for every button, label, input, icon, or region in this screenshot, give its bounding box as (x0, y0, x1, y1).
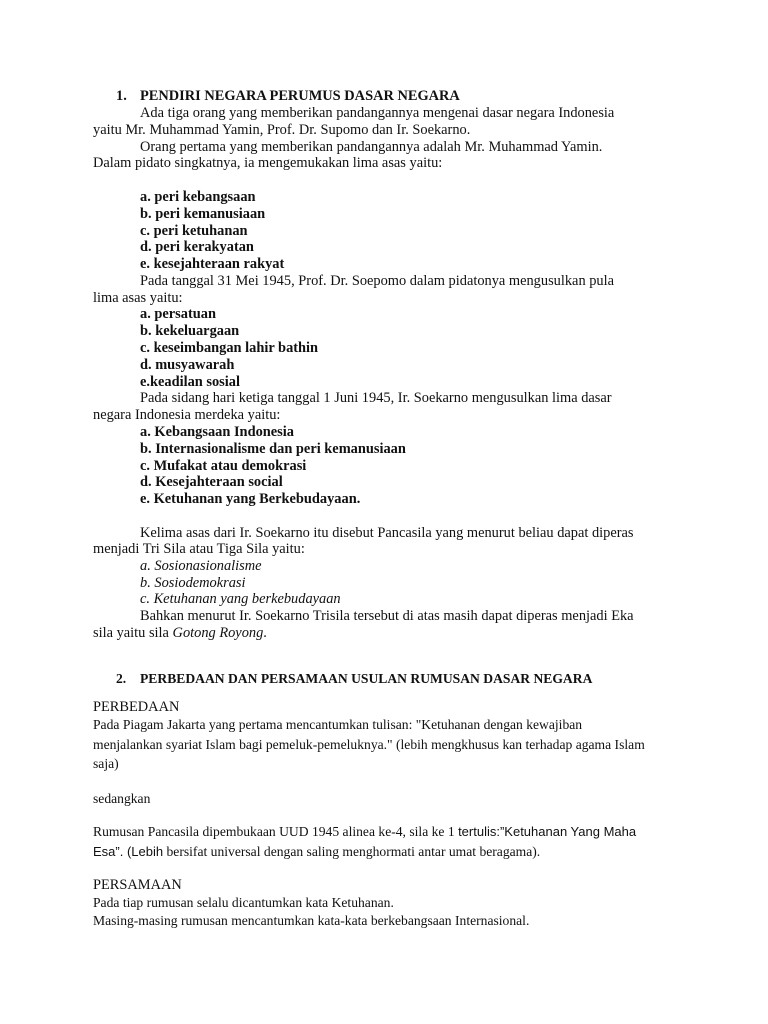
list-item: e. kesejahteraan rakyat (140, 256, 285, 272)
list-item: a. peri kebangsaan (140, 189, 256, 205)
persamaan-line-2: Masing-masing rumusan mencantumkan kata-kata berkebangsaan Internasional. (93, 913, 530, 928)
list-item: c. Mufakat atau demokrasi (140, 458, 307, 474)
perbedaan-line-3: saja) (93, 756, 119, 771)
paragraph-3-line-2: lima asas yaitu: (93, 290, 183, 306)
sedangkan-text: sedangkan (93, 791, 151, 806)
section-2-number: 2. (116, 671, 127, 686)
paragraph-5-line-2: menjadi Tri Sila atau Tiga Sila yaitu: (93, 541, 305, 557)
paragraph-6-prefix: sila yaitu sila (93, 625, 173, 641)
section-1-number: 1. (116, 88, 127, 104)
paragraph-4-line-2: negara Indonesia merdeka yaitu: (93, 407, 281, 423)
rumusan-line-2-part-c: bersifat universal dengan saling menghormati antar umat beragama). (163, 844, 541, 859)
list-item: d. musyawarah (140, 357, 235, 373)
list-item: b. peri kemanusiaan (140, 206, 266, 222)
paragraph-2-line-2: Dalam pidato singkatnya, ia mengemukakan lima asas yaitu: (93, 155, 443, 171)
list-item: b. kekeluargaan (140, 323, 240, 339)
paragraph-5-line-1: Kelima asas dari Ir. Soekarno itu disebut Pancasila yang menurut beliau dapat diperas (140, 525, 634, 541)
list-item: d. peri kerakyatan (140, 239, 254, 255)
persamaan-line-1: Pada tiap rumusan selalu dicantumkan kata Ketuhanan. (93, 895, 394, 910)
gotong-royong-term: Gotong Royong (172, 625, 264, 641)
perbedaan-label: PERBEDAAN (93, 699, 180, 715)
list-item: c. Ketuhanan yang berkebudayaan (140, 591, 341, 607)
list-item: b. Sosiodemokrasi (140, 575, 246, 591)
paragraph-6-suffix: . (263, 625, 267, 641)
list-item: c. peri ketuhanan (140, 223, 248, 239)
list-item: a. persatuan (140, 306, 216, 322)
paragraph-2-line-1: Orang pertama yang memberikan pandangannya adalah Mr. Muhammad Yamin. (140, 139, 603, 155)
persamaan-label: PERSAMAAN (93, 877, 182, 893)
list-item: a. Kebangsaan Indonesia (140, 424, 294, 440)
rumusan-line-2-part-a: Esa”. ( (93, 844, 132, 859)
paragraph-6-line-2 (93, 625, 267, 642)
rumusan-line-1-part-a: Rumusan Pancasila dipembukaan UUD 1945 alinea ke-4, sila ke 1 (93, 824, 459, 839)
rumusan-line-2 (93, 844, 540, 861)
list-item: b. Internasionalisme dan peri kemanusiaan (140, 441, 406, 457)
perbedaan-line-2: menjalankan syariat Islam bagi pemeluk-pemeluknya." (lebih mengkhusus kan terhadap agama Islam (93, 737, 645, 752)
section-2-heading: PERBEDAAN DAN PERSAMAAN USULAN RUMUSAN DASAR NEGARA (140, 671, 593, 686)
paragraph-3-line-1: Pada tanggal 31 Mei 1945, Prof. Dr. Soepomo dalam pidatonya mengusulkan pula (140, 273, 615, 289)
list-item: e. Ketuhanan yang Berkebudayaan. (140, 491, 361, 507)
paragraph-6-line-1: Bahkan menurut Ir. Soekarno Trisila tersebut di atas masih dapat diperas menjadi Eka (140, 608, 634, 624)
rumusan-line-1-part-b: tertulis:”Ketuhanan Yang Maha (458, 824, 637, 839)
paragraph-4-line-1: Pada sidang hari ketiga tanggal 1 Juni 1945, Ir. Soekarno mengusulkan lima dasar (140, 390, 612, 406)
paragraph-1-line-2: yaitu Mr. Muhammad Yamin, Prof. Dr. Supomo dan Ir. Soekarno. (93, 122, 471, 138)
list-item: d. Kesejahteraan social (140, 474, 283, 490)
perbedaan-line-1: Pada Piagam Jakarta yang pertama mencantumkan tulisan: "Ketuhanan dengan kewajiban (93, 717, 583, 732)
list-item: e.keadilan sosial (140, 374, 240, 390)
rumusan-line-1 (93, 824, 636, 841)
paragraph-1-line-1: Ada tiga orang yang memberikan pandangannya mengenai dasar negara Indonesia (140, 105, 615, 121)
rumusan-line-2-part-b: Lebih (131, 844, 164, 859)
section-1-heading: PENDIRI NEGARA PERUMUS DASAR NEGARA (140, 88, 460, 104)
list-item: c. keseimbangan lahir bathin (140, 340, 319, 356)
list-item: a. Sosionasionalisme (140, 558, 262, 574)
